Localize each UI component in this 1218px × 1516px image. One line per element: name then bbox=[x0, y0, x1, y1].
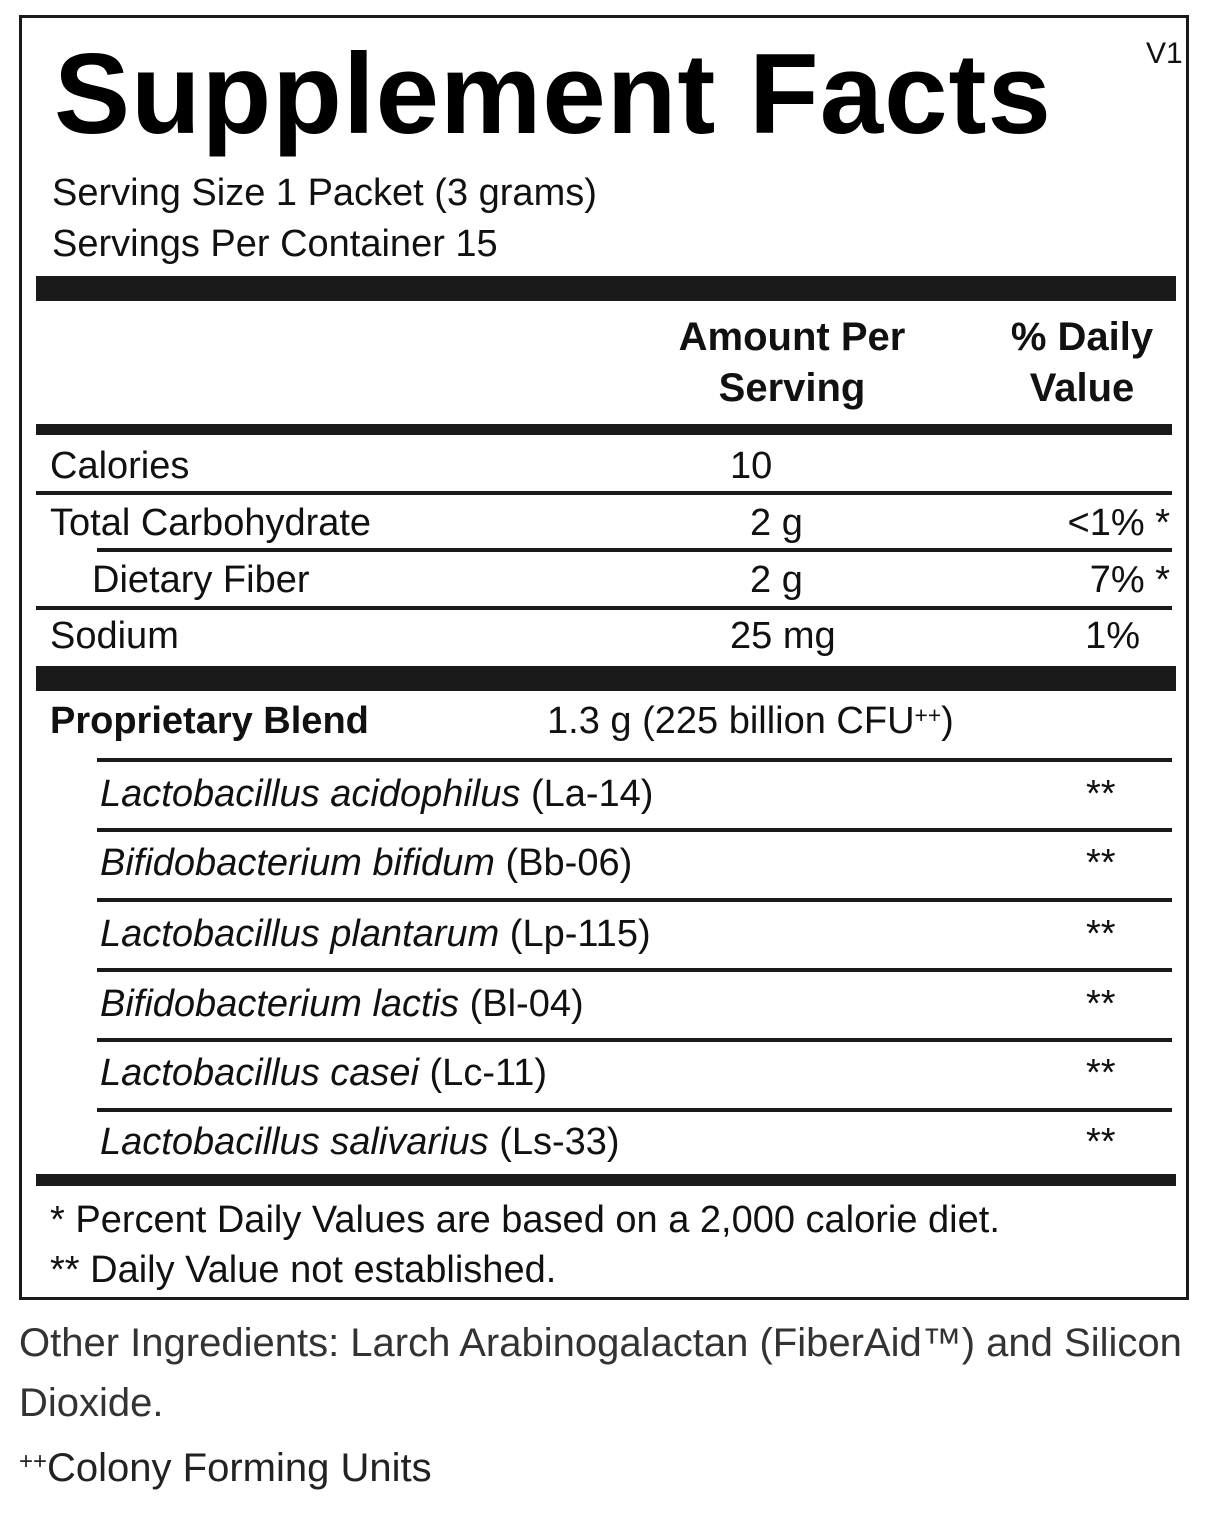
row-divider bbox=[97, 758, 1172, 762]
nutrient-amount: 2 g bbox=[750, 502, 803, 544]
nutrient-name: Calories bbox=[50, 445, 190, 487]
footnote-dv-basis: * Percent Daily Values are based on a 2,000 calorie diet. bbox=[50, 1199, 1000, 1241]
footnote-not-established: ** Daily Value not established. bbox=[50, 1249, 557, 1291]
thick-divider-footnotes bbox=[36, 1174, 1176, 1186]
row-divider bbox=[97, 898, 1172, 902]
label-title: Supplement Facts bbox=[54, 31, 1052, 158]
other-ingredients-line2: Dioxide. bbox=[19, 1381, 164, 1425]
nutrient-name: Sodium bbox=[50, 615, 179, 657]
strain-row: Lactobacillus casei (Lc-11) bbox=[100, 1052, 548, 1094]
blend-name: Proprietary Blend bbox=[50, 700, 369, 742]
nutrient-dv: <1% * bbox=[1067, 502, 1170, 544]
strain-row: Lactobacillus acidophilus (La-14) bbox=[100, 773, 654, 815]
blend-amount: 1.3 g (225 billion CFU++) bbox=[547, 700, 954, 742]
version-tag: V1 bbox=[1146, 37, 1183, 70]
strain-dv: ** bbox=[1086, 773, 1116, 815]
strain-dv: ** bbox=[1086, 913, 1116, 955]
nutrient-name: Dietary Fiber bbox=[92, 559, 310, 601]
strain-dv: ** bbox=[1086, 1121, 1116, 1163]
strain-row: Lactobacillus salivarius (Ls-33) bbox=[100, 1121, 620, 1163]
nutrient-dv: 1% bbox=[1085, 615, 1140, 657]
strain-dv: ** bbox=[1086, 842, 1116, 884]
row-divider bbox=[97, 968, 1172, 972]
row-divider bbox=[97, 828, 1172, 832]
cfu-footnote: ++Colony Forming Units bbox=[19, 1446, 432, 1490]
strain-row: Bifidobacterium bifidum (Bb-06) bbox=[100, 842, 633, 884]
row-divider bbox=[36, 606, 1172, 610]
nutrient-amount: 10 bbox=[730, 445, 773, 487]
other-ingredients-line1: Other Ingredients: Larch Arabinogalactan (FiberAid™) and Silicon bbox=[19, 1321, 1182, 1365]
supplement-facts-panel bbox=[19, 15, 1189, 1300]
row-divider bbox=[36, 491, 1172, 495]
thick-divider-blend bbox=[36, 666, 1176, 691]
strain-dv: ** bbox=[1086, 1052, 1116, 1094]
nutrient-amount: 2 g bbox=[750, 559, 803, 601]
daily-value-header: % Daily Value bbox=[1010, 315, 1154, 410]
header-divider bbox=[36, 424, 1172, 435]
nutrient-amount: 25 mg bbox=[730, 615, 836, 657]
row-divider bbox=[97, 548, 1172, 552]
nutrient-dv: 7% * bbox=[1089, 559, 1170, 601]
servings-per-container: Servings Per Container 15 bbox=[52, 223, 498, 265]
row-divider bbox=[97, 1108, 1172, 1112]
row-divider bbox=[97, 1038, 1172, 1042]
strain-row: Lactobacillus plantarum (Lp-115) bbox=[100, 913, 651, 955]
strain-dv: ** bbox=[1086, 983, 1116, 1025]
amount-per-serving-header: Amount Per Serving bbox=[678, 315, 906, 410]
strain-row: Bifidobacterium lactis (Bl-04) bbox=[100, 983, 584, 1025]
thick-divider-top bbox=[36, 276, 1176, 301]
serving-size: Serving Size 1 Packet (3 grams) bbox=[52, 172, 597, 214]
nutrient-name: Total Carbohydrate bbox=[50, 502, 372, 544]
